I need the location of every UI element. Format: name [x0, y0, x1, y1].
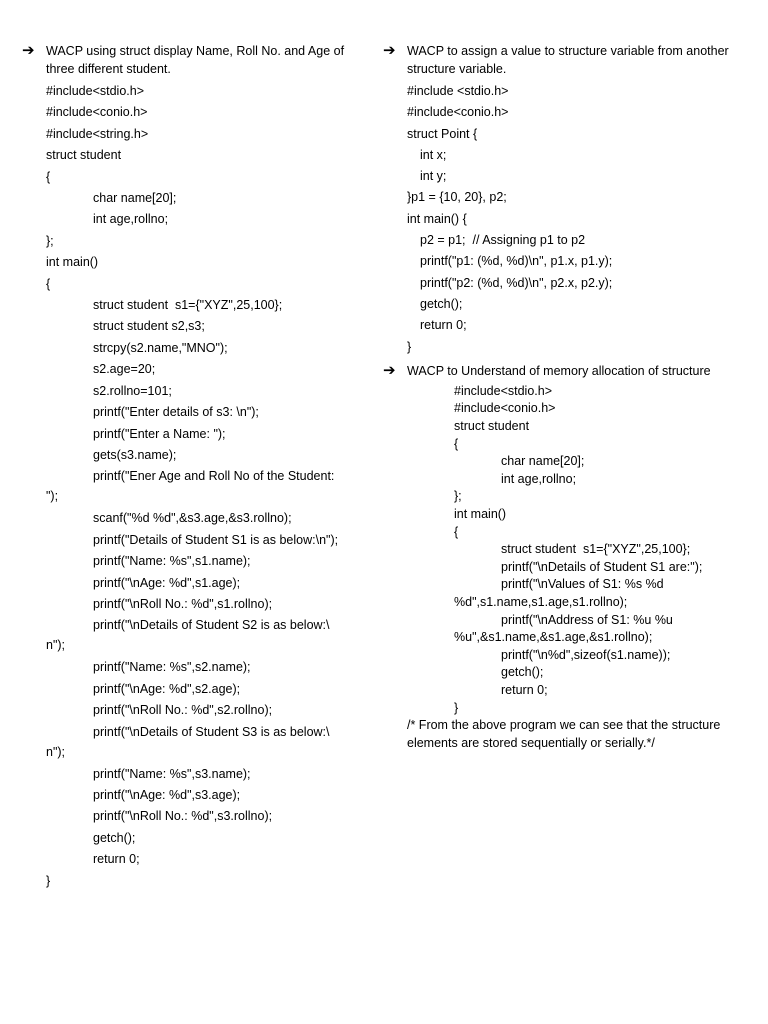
code-text: #include<stdio.h>: [454, 383, 552, 398]
code-block-2: [383, 81, 733, 358]
code-text: getch();: [93, 830, 136, 845]
code-line: [383, 124, 733, 145]
code-line: [22, 81, 362, 102]
right-arrow-icon: ➔: [383, 42, 396, 59]
code-line: [22, 316, 362, 337]
code-line: [383, 383, 733, 401]
code-text: }: [46, 873, 51, 888]
code-text: };: [454, 489, 462, 504]
code-line: [22, 508, 362, 529]
code-line: [22, 828, 362, 849]
code-text: printf("\nAge: %d",s2.age);: [93, 681, 241, 696]
right-arrow-icon: ➔: [22, 42, 35, 59]
code-text: {: [46, 169, 51, 184]
code-text: int main(): [454, 507, 507, 522]
code-text: return 0;: [501, 682, 548, 697]
code-line: [383, 418, 733, 436]
code-line: [22, 573, 362, 594]
code-line: [22, 722, 362, 762]
code-text-wrapped: n");: [46, 744, 66, 759]
code-text: char name[20];: [501, 454, 585, 469]
code-line: [383, 647, 733, 665]
code-text: int main(): [46, 255, 99, 270]
code-text: gets(s3.name);: [93, 447, 177, 462]
code-text: int age,rollno;: [93, 212, 169, 227]
question-2-title: WACP to assign a value to structure variable from another structure variable.: [407, 44, 729, 76]
code-text: printf("Name: %s",s3.name);: [93, 766, 251, 781]
code-line: [22, 167, 362, 188]
code-line: [22, 402, 362, 423]
code-text: printf("\nRoll No.: %d",s1.rollno);: [93, 596, 273, 611]
code-line: [383, 453, 733, 471]
code-line: [22, 359, 362, 380]
code-block-3: [383, 383, 733, 717]
code-text: struct student s2,s3;: [93, 319, 205, 334]
code-text: printf("\nAge: %d",s1.age);: [93, 575, 241, 590]
code-line: [383, 700, 733, 718]
code-text: #include <stdio.h>: [407, 84, 509, 98]
code-text: int x;: [420, 147, 447, 162]
code-text: printf("Name: %s",s2.name);: [93, 660, 251, 675]
code-text: printf("Name: %s",s1.name);: [93, 554, 251, 569]
code-line: [22, 102, 362, 123]
code-line: [22, 679, 362, 700]
code-line: [383, 559, 733, 577]
question-3: [383, 362, 733, 380]
code-text: printf("\nValues of S1: %s %d: [501, 577, 664, 592]
code-line: [22, 338, 362, 359]
right-column: [383, 42, 733, 752]
code-line: [22, 231, 362, 252]
code-line: [383, 541, 733, 559]
code-text: printf("\nRoll No.: %d",s3.rollno);: [93, 809, 273, 824]
code-line: [22, 145, 362, 166]
code-text: #include<conio.h>: [454, 401, 556, 416]
code-line: [22, 615, 362, 655]
code-text: int age,rollno;: [501, 471, 577, 486]
code-text: }: [454, 700, 459, 715]
code-text: };: [46, 233, 54, 248]
code-line: [383, 81, 733, 102]
code-line: [22, 530, 362, 551]
code-line: [383, 145, 733, 166]
code-line: [22, 209, 362, 230]
code-text: printf("\nAddress of S1: %u %u: [501, 612, 673, 627]
code-text-wrapped: %u",&s1.name,&s1.age,&s1.rollno);: [454, 630, 653, 645]
code-text: }p1 = {10, 20}, p2;: [407, 190, 507, 205]
code-text: #include<stdio.h>: [46, 84, 144, 98]
code-text: printf("Enter details of s3: \n");: [93, 405, 259, 420]
code-line: [22, 274, 362, 295]
code-line: [22, 381, 362, 402]
code-line: [383, 102, 733, 123]
code-line: [383, 337, 733, 358]
code-text: #include<conio.h>: [46, 105, 148, 120]
code-text: int main() {: [407, 211, 467, 226]
code-line: [383, 436, 733, 454]
code-line: [383, 315, 733, 336]
code-text: s2.age=20;: [93, 362, 156, 377]
left-column: [22, 42, 362, 892]
code-block-1: [22, 81, 362, 892]
code-text: int y;: [420, 169, 447, 184]
code-text: {: [46, 276, 51, 291]
code-text: #include<string.h>: [46, 126, 149, 141]
code-line: [383, 682, 733, 700]
code-line: [383, 294, 733, 315]
code-text: printf("Details of Student S1 is as below:\n");: [93, 532, 339, 547]
code-text: struct student: [46, 148, 122, 163]
code-line: [383, 524, 733, 542]
code-line: [22, 657, 362, 678]
code-line: [383, 187, 733, 208]
code-text: printf("p1: (%d, %d)\n", p1.x, p1.y);: [420, 254, 613, 269]
code-line: [22, 551, 362, 572]
code-line: [22, 295, 362, 316]
code-text: printf("\nRoll No.: %d",s2.rollno);: [93, 703, 273, 718]
code-text: printf("Enter a Name: ");: [93, 426, 226, 441]
code-text-wrapped: n");: [46, 638, 66, 653]
question-1: [22, 42, 362, 78]
code-text: }: [407, 339, 412, 354]
question-2: [383, 42, 733, 78]
question-1-title: WACP using struct display Name, Roll No. and Age of three different student.: [46, 44, 345, 76]
code-text: struct student s1={"XYZ",25,100};: [93, 298, 283, 313]
code-text: return 0;: [420, 318, 467, 333]
code-text: char name[20];: [93, 191, 177, 206]
code-line: [22, 424, 362, 445]
right-arrow-icon: ➔: [383, 361, 396, 379]
code-line: [22, 764, 362, 785]
code-line: [22, 594, 362, 615]
code-text: struct Point {: [407, 126, 478, 141]
code-text: printf("\nDetails of Student S1 are:");: [501, 559, 703, 574]
code-line: [22, 466, 362, 506]
code-line: [22, 806, 362, 827]
code-text: struct student: [454, 419, 530, 434]
code-line: [383, 166, 733, 187]
code-line: [383, 209, 733, 230]
code-text: s2.rollno=101;: [93, 383, 172, 398]
code-text: {: [454, 524, 459, 539]
code-text: printf("\nAge: %d",s3.age);: [93, 787, 241, 802]
code-line: [22, 124, 362, 145]
code-text: printf("p2: (%d, %d)\n", p2.x, p2.y);: [420, 275, 613, 290]
code-line: [383, 576, 733, 611]
code-line: [383, 400, 733, 418]
code-text: return 0;: [93, 852, 140, 867]
code-text: #include<conio.h>: [407, 105, 509, 120]
code-line: [383, 230, 733, 251]
code-line: [22, 188, 362, 209]
code-text: strcpy(s2.name,"MNO");: [93, 340, 228, 355]
code-line: [383, 273, 733, 294]
code-text-wrapped: %d",s1.name,s1.age,s1.rollno);: [454, 594, 628, 609]
code-line: [22, 700, 362, 721]
code-text: scanf("%d %d",&s3.age,&s3.rollno);: [93, 511, 292, 526]
code-line: [383, 471, 733, 489]
code-text: getch();: [501, 665, 544, 680]
code-line: [22, 871, 362, 892]
code-line: [22, 252, 362, 273]
code-text: struct student s1={"XYZ",25,100};: [501, 542, 691, 557]
code-line: [22, 785, 362, 806]
code-line: [383, 664, 733, 682]
code-text: getch();: [420, 296, 463, 311]
question-3-title: WACP to Understand of memory allocation of structure: [407, 363, 711, 378]
code-text: printf("\nDetails of Student S2 is as below:\: [93, 618, 330, 633]
code-text: printf("\n%d",sizeof(s1.name));: [501, 647, 671, 662]
code-line: [383, 488, 733, 506]
code-line: [22, 849, 362, 870]
code-text: printf("\nDetails of Student S3 is as below:\: [93, 724, 330, 739]
code-text-wrapped: ");: [46, 489, 59, 504]
code-line: [383, 506, 733, 524]
code-line: [22, 445, 362, 466]
code-text: {: [454, 436, 459, 451]
code-text: p2 = p1; // Assigning p1 to p2: [420, 233, 586, 248]
code-line: [383, 612, 733, 647]
conclusion-comment: /* From the above program we can see that the structure elements are stored sequentially or serially.*/: [407, 718, 721, 750]
code-line: [383, 251, 733, 272]
code-text: printf("Ener Age and Roll No of the Student:: [93, 469, 335, 484]
